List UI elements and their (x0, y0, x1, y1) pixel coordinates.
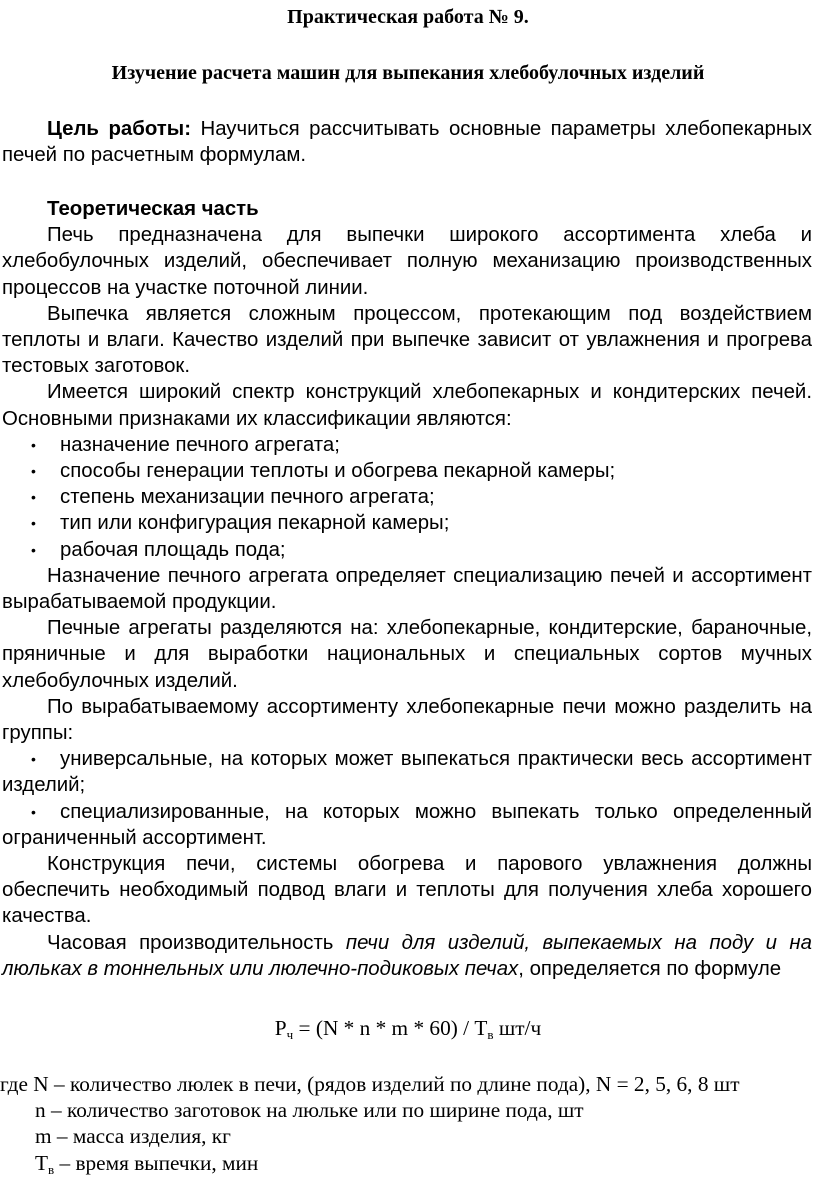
list-item: • универсальные, на которых может выпекаться практически весь ассортимент изделий; (2, 748, 812, 797)
variable-n-lower: n – количество заготовок на люльке или по ширине пода, шт (35, 1098, 584, 1123)
paragraph-2: Выпечка является сложным процессом, протекающим под воздействием теплоты и влаги. Качество изделий при выпечке зависит от увлажнения и прогрева тестовых заготовок. (2, 302, 812, 378)
goal-text: Научиться рассчитывать основные параметры хлебопекарных печей по расчетным формулам. (2, 118, 812, 167)
productivity-formula: $Р_ч = (N * n * m * 60) / Т_в$ шт/ч (274, 1016, 542, 1042)
assortment-list (2, 746, 812, 851)
list-item: • способы генерации теплоты и обогрева пекарной камеры; (2, 458, 812, 484)
bullet-icon: • (31, 515, 36, 532)
bullet-icon: • (31, 436, 36, 453)
list-item: • тип или конфигурация пекарной камеры; (2, 510, 812, 536)
bullet-icon: • (31, 541, 36, 558)
bullet-icon: • (31, 463, 36, 480)
paragraph-8: Часовая производительность печи для изделий, выпекаемых на поду и на люльках в тоннельных или люлечно-подиковых печах, определяется по формуле (2, 931, 812, 980)
goal-label: Цель работы: (47, 118, 191, 140)
theory-heading: Теоретическая часть (47, 198, 259, 220)
goal-paragraph (2, 116, 812, 168)
page-title: Практическая работа № 9. (287, 6, 529, 28)
classification-list (2, 432, 812, 563)
formula-variables (0, 1071, 816, 1183)
paragraph-5: Печные агрегаты разделяются на: хлебопекарные, кондитерские, бараночные, пряничные и для выработки национальных и специальных сортов мучных хлебобулочных изделий. (2, 617, 812, 692)
list-item: • назначение печного агрегата; (2, 432, 812, 458)
bullet-icon: • (31, 803, 36, 820)
paragraph-8-italic: печи для изделий, выпекаемых на поду и на люльках в тоннельных или люлечно-подиковых печах (2, 931, 812, 980)
variable-m: m – масса изделия, кг (35, 1124, 231, 1149)
bullet-icon: • (31, 489, 36, 506)
variable-t: $Т_в$ – время выпечки, мин (35, 1150, 259, 1177)
paragraph-7: Конструкция печи, системы обогрева и парового увлажнения должны обеспечить необходимый подвод влаги и теплоты для получения хлеба хорошего качества. (2, 853, 812, 928)
paragraph-3: Имеется широкий спектр конструкций хлебопекарных и кондитерских печей. Основными признаками их классификации являются: (2, 381, 812, 430)
page-subtitle: Изучение расчета машин для выпекания хлебобулочных изделий (111, 62, 705, 84)
list-item: • специализированные, на которых можно выпекать только определенный ограниченный ассортимент. (2, 800, 812, 849)
list-item: • степень механизации печного агрегата; (2, 484, 812, 510)
bullet-icon: • (31, 751, 36, 768)
paragraph-4: Назначение печного агрегата определяет специализацию печей и ассортимент вырабатываемой продукции. (2, 564, 812, 614)
variable-n-upper: где N – количество люлек в печи, (рядов изделий по длине пода), N = 2, 5, 6, 8 шт (0, 1072, 740, 1096)
theory-section (2, 196, 812, 982)
paragraph-6: По вырабатываемому ассортименту хлебопекарные печи можно разделить на группы: (2, 695, 812, 745)
paragraph-1: Печь предназначена для выпечки широкого ассортимента хлеба и хлебобулочных изделий, обеспечивает полную механизацию производственных процессов на участке поточной линии. (2, 224, 812, 299)
list-item: • рабочая площадь пода; (2, 537, 812, 563)
